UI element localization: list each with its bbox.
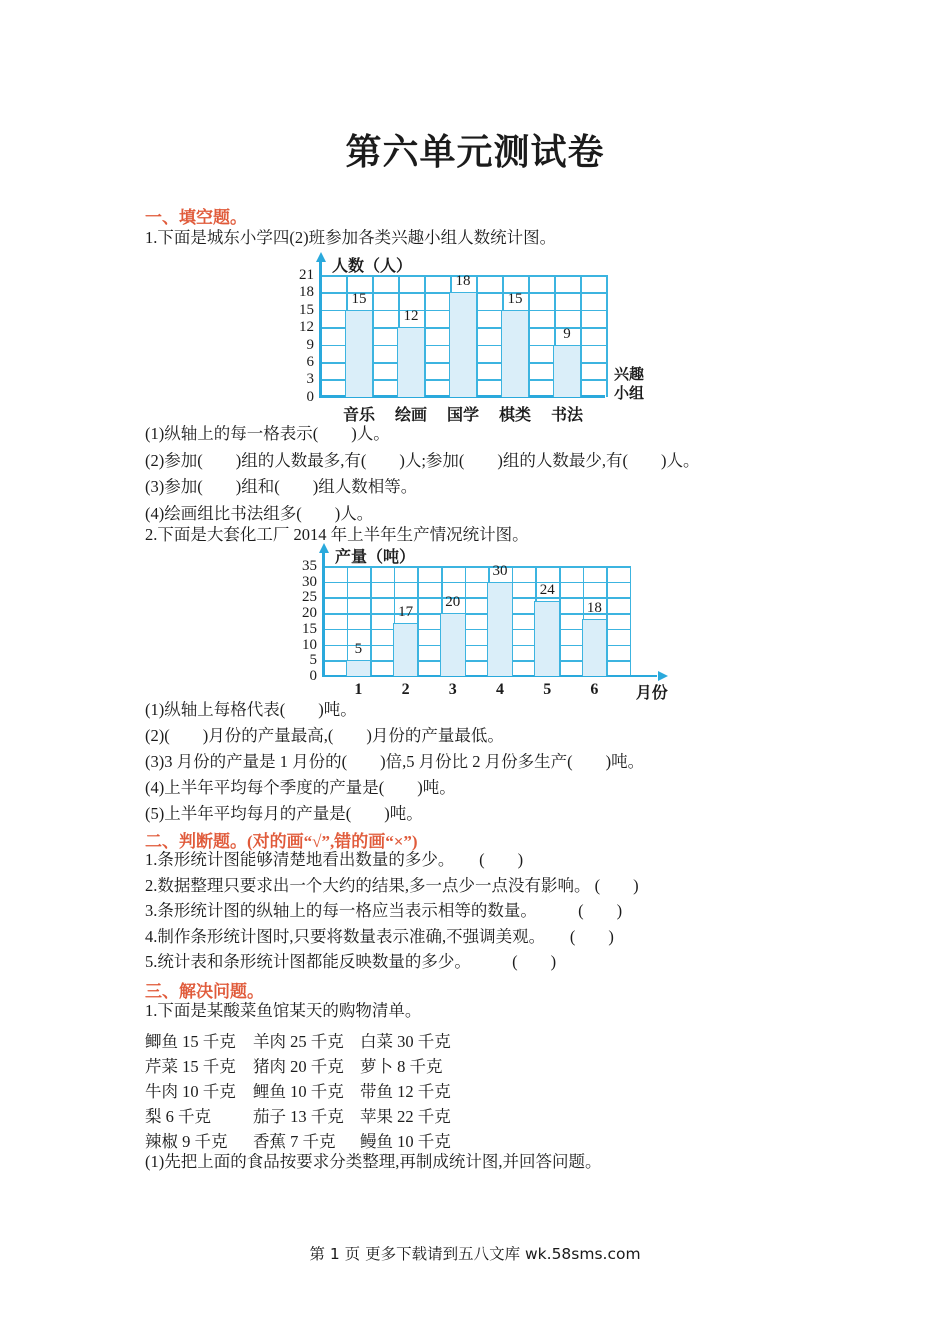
bar-value-label: 15 bbox=[351, 290, 367, 307]
category-label: 国学 bbox=[446, 406, 480, 424]
shopping-item: 梨 6 千克 bbox=[145, 1107, 211, 1126]
grid-line-v bbox=[606, 275, 608, 397]
q31-intro: 1.下面是某酸菜鱼馆某天的购物清单。 bbox=[145, 1001, 422, 1020]
tick-label: 12 bbox=[299, 319, 314, 336]
shopping-item: 牛肉 10 千克 bbox=[145, 1082, 236, 1101]
judge-item: 4.制作条形统计图时,只要将数量表示准确,不强调美观。 ( ) bbox=[145, 926, 614, 946]
judge-item: 3.条形统计图的纵轴上的每一格应当表示相等的数量。 ( ) bbox=[145, 901, 623, 920]
interest-group-bar-chart bbox=[280, 251, 710, 423]
tick-label: 30 bbox=[302, 573, 317, 590]
shopping-item: 萝卜 8 千克 bbox=[360, 1057, 443, 1076]
judge-item: 1.条形统计图能够清楚地看出数量的多少。 ( ) bbox=[145, 850, 524, 869]
category-label: 4 bbox=[496, 680, 504, 698]
blank-item: (2)( )月份的产量最高,( )月份的产量最低。 bbox=[145, 726, 504, 745]
judge-items bbox=[145, 847, 639, 975]
section2-header: 二、判断题。(对的画“√”,错的画“×”) bbox=[145, 832, 418, 851]
category-label: 1 bbox=[354, 680, 363, 698]
bar bbox=[397, 327, 425, 397]
shopping-item: 羊肉 25 千克 bbox=[253, 1032, 344, 1051]
tick-label: 9 bbox=[306, 336, 314, 353]
category-label: 6 bbox=[590, 680, 599, 698]
bar-value-label: 15 bbox=[507, 290, 523, 307]
bar bbox=[346, 660, 372, 676]
category-label: 棋类 bbox=[498, 406, 532, 424]
blank-item: (1)纵轴上的每一格表示( )人。 bbox=[145, 424, 390, 443]
tick-label: 6 bbox=[306, 354, 314, 370]
shopping-item: 猪肉 20 千克 bbox=[253, 1057, 344, 1076]
bar-value-label: 18 bbox=[455, 273, 471, 290]
blank-item: (3)参加( )组和( )组人数相等。 bbox=[145, 477, 418, 496]
shopping-item: 辣椒 9 千克 bbox=[145, 1132, 228, 1151]
y-axis bbox=[319, 261, 322, 397]
shopping-item: 苹果 22 千克 bbox=[360, 1107, 451, 1126]
q1-blank-items bbox=[145, 421, 700, 527]
bar-value-label: 17 bbox=[398, 603, 414, 620]
shopping-item: 鳗鱼 10 千克 bbox=[360, 1132, 451, 1151]
grid-line-v bbox=[630, 566, 632, 676]
y-axis bbox=[322, 552, 325, 676]
category-label: 绘画 bbox=[394, 406, 428, 424]
q1-intro: 1.下面是城东小学四(2)班参加各类兴趣小组人数统计图。 bbox=[145, 228, 557, 247]
chart-plot bbox=[302, 558, 630, 698]
production-bar-chart bbox=[280, 548, 730, 700]
q2-intro: 2.下面是大套化工厂 2014 年上半年生产情况统计图。 bbox=[145, 525, 529, 544]
tick-label: 3 bbox=[306, 371, 314, 388]
bar bbox=[393, 623, 419, 676]
bar-value-label: 20 bbox=[445, 594, 461, 611]
blank-item: (5)上半年平均每月的产量是( )吨。 bbox=[145, 804, 423, 823]
blank-item: (3)3 月份的产量是 1 月份的( )倍,5 月份比 2 月份多生产( )吨。 bbox=[145, 752, 645, 771]
tick-label: 10 bbox=[302, 636, 317, 653]
q2-blank-items bbox=[145, 697, 644, 827]
blank-item: (1)纵轴上每格代表( )吨。 bbox=[145, 700, 357, 719]
tick-label: 20 bbox=[302, 605, 317, 622]
blank-item: (4)上半年平均每个季度的产量是( )吨。 bbox=[145, 778, 456, 797]
q31-sub1: (1)先把上面的食品按要求分类整理,再制成统计图,并回答问题。 bbox=[145, 1152, 602, 1171]
bar-value-label: 9 bbox=[563, 325, 571, 342]
shopping-item: 带鱼 12 千克 bbox=[360, 1082, 451, 1101]
bar-value-label: 12 bbox=[403, 308, 419, 325]
shopping-item: 芹菜 15 千克 bbox=[145, 1057, 236, 1076]
tick-label: 21 bbox=[299, 267, 314, 283]
bar bbox=[501, 310, 529, 397]
tick-label: 25 bbox=[302, 589, 317, 606]
tick-label: 0 bbox=[306, 388, 314, 405]
x-axis-title bbox=[614, 366, 644, 404]
shopping-item: 香蕉 7 千克 bbox=[253, 1132, 336, 1151]
category-label: 2 bbox=[401, 680, 410, 698]
tick-label: 18 bbox=[299, 284, 314, 301]
tick-label: 0 bbox=[309, 667, 317, 684]
tick-label: 15 bbox=[302, 620, 317, 637]
x-axis-title: 月份 bbox=[635, 684, 668, 702]
x-axis-title-line: 小组 bbox=[614, 385, 645, 402]
blank-item: (2)参加( )组的人数最多,有( )人;参加( )组的人数最少,有( )人。 bbox=[145, 450, 700, 470]
bar-value-label: 30 bbox=[492, 562, 508, 579]
shopping-item: 茄子 13 千克 bbox=[253, 1107, 344, 1126]
category-label: 3 bbox=[448, 680, 457, 698]
category-label: 5 bbox=[543, 680, 552, 698]
tick-label: 35 bbox=[302, 558, 317, 574]
bar bbox=[440, 613, 466, 676]
bar bbox=[345, 310, 373, 397]
bar bbox=[487, 582, 513, 676]
section1-header: 一、填空题。 bbox=[145, 208, 247, 227]
footer-text: 第 1 页 更多下载请到五八文库 wk.58sms.com bbox=[309, 1245, 641, 1263]
tick-label: 15 bbox=[299, 301, 314, 318]
bar bbox=[553, 345, 581, 397]
category-label: 音乐 bbox=[342, 406, 376, 424]
bar bbox=[582, 619, 608, 676]
bar-value-label: 24 bbox=[539, 581, 555, 598]
shopping-item: 鲤鱼 10 千克 bbox=[253, 1082, 344, 1101]
page-title: 第六单元测试卷 bbox=[345, 132, 605, 172]
x-axis-title-line: 兴趣 bbox=[614, 366, 645, 383]
bar bbox=[449, 292, 477, 396]
y-axis-title: 人数（人） bbox=[332, 258, 413, 275]
y-axis-title: 产量（吨） bbox=[335, 549, 416, 566]
shopping-item: 白菜 30 千克 bbox=[360, 1032, 451, 1051]
judge-item: 2.数据整理只要求出一个大约的结果,多一点少一点没有影响。 ( ) bbox=[145, 875, 639, 895]
bar-value-label: 18 bbox=[586, 600, 602, 617]
shopping-item: 鲫鱼 15 千克 bbox=[145, 1032, 236, 1051]
chart-plot bbox=[299, 267, 606, 424]
section3-header: 三、解决问题。 bbox=[145, 982, 264, 1001]
shopping-list bbox=[145, 1029, 451, 1154]
tick-label: 5 bbox=[309, 652, 317, 669]
bar bbox=[534, 601, 560, 676]
bar-value-label: 5 bbox=[354, 641, 363, 658]
judge-item: 5.统计表和条形统计图都能反映数量的多少。 ( ) bbox=[145, 952, 557, 971]
category-label: 书法 bbox=[550, 406, 584, 424]
blank-item: (4)绘画组比书法组多( )人。 bbox=[145, 503, 374, 523]
